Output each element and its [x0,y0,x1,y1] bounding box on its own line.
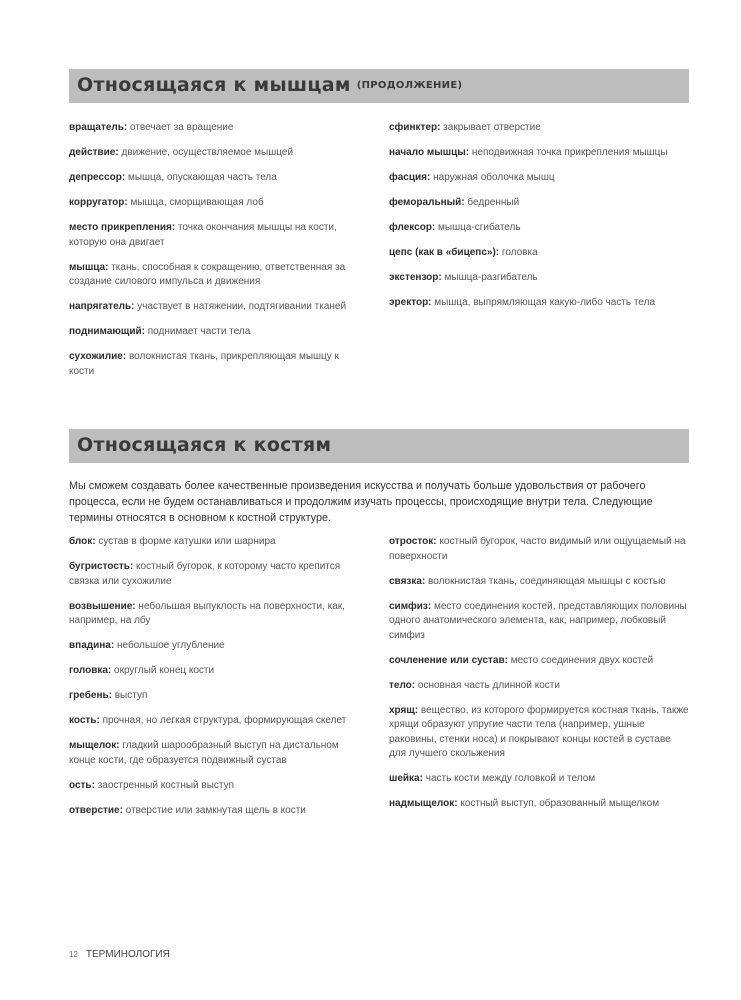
glossary-entry [69,804,364,819]
glossary-term: сухожилие: [69,351,127,362]
glossary-term: сфинктер: [389,122,441,133]
glossary-entry [389,797,689,812]
glossary-entry [389,196,689,211]
glossary-term: напрягатель: [69,301,135,312]
glossary-term: цепс (как в «бицепс»): [389,247,500,258]
glossary-entry [389,221,689,236]
glossary-definition: волокнистая ткань, прикрепляющая мышцу к кости [69,351,339,377]
glossary-definition: место соединения двух костей [507,654,654,666]
glossary-definition: отверстие или замкнутая щель в кости [122,804,306,816]
glossary-definition: сустав в форме катушки или шарнира [95,536,276,547]
glossary-definition: вещество, из которого формируется костная ткань, также хрящи образуют упругие части тела (например, ушные раковины, стенки носа) и покрывают концы костей в суставе для лучшего скольжения [389,704,689,759]
glossary-definition: мышца-разгибатель [441,272,538,283]
glossary-definition: мышца, выпрямляющая какую-либо часть тела [431,297,656,308]
glossary-term: отросток: [389,536,437,547]
glossary-term: блок: [69,536,96,547]
glossary-definition: наружная оболочка мышц [430,172,555,183]
glossary-entry [69,560,364,589]
glossary-term: начало мышцы: [389,147,470,158]
glossary-definition: головка [499,247,538,258]
glossary-entry [389,246,689,261]
page-number: 12 [69,950,78,959]
glossary-definition: небольшое углубление [114,640,225,651]
glossary-entry [389,654,689,669]
glossary-entry [389,704,689,762]
glossary-term: место прикрепления: [69,222,176,233]
glossary-term: возвышение: [69,600,136,612]
footer-label: ТЕРМИНОЛОГИЯ [85,949,170,960]
glossary-term: экстензор: [389,272,442,283]
glossary-definition: точка окончания мышцы на кости, которую она двигает [69,222,337,248]
glossary-entry [389,772,689,787]
section-title-text: Относящаяся к мышцам [77,74,351,96]
section-header-bones [69,429,689,463]
glossary-term: отверстие: [69,804,123,816]
glossary-term: хрящ: [389,704,419,716]
section-title-muscles [77,74,462,96]
glossary-entry [389,296,689,311]
glossary-definition: участвует в натяжении, подтягивании тканей [134,301,347,312]
glossary-entry [69,535,364,550]
glossary-entry [389,679,689,694]
glossary-entry [69,300,364,315]
glossary-definition: бедренный [464,197,520,208]
glossary-term: шейка: [389,773,423,784]
glossary-term: корругатор: [69,197,128,208]
bone-terms-left-column [69,535,364,829]
glossary-entry [69,146,364,161]
glossary-definition: поднимает части тела [144,326,251,337]
glossary-entry [69,664,364,679]
glossary-definition: часть кости между головкой и телом [422,773,596,784]
glossary-entry [69,689,364,704]
glossary-definition: основная часть длинной кости [415,679,560,691]
glossary-term: мышца: [69,261,109,273]
glossary-term: ость: [69,779,95,791]
glossary-definition: ткань, способная к сокращению, ответственная за создание силового импульса и движения [69,261,346,287]
glossary-entry [389,146,689,161]
glossary-definition: мышца-сгибатель [435,222,521,233]
glossary-term: головка: [69,665,112,676]
glossary-definition: мышца, опускающая часть тела [125,172,277,183]
glossary-term: фасция: [389,172,431,183]
glossary-entry [389,121,689,136]
glossary-term: действие: [69,147,119,158]
glossary-term: впадина: [69,640,115,651]
glossary-definition: костный бугорок, часто видимый или ощущаемый на поверхности [389,536,686,562]
section-subtitle: (ПРОДОЛЖЕНИЕ) [356,80,463,91]
glossary-entry [389,600,689,644]
glossary-entry [389,271,689,286]
bone-terms-right-column [389,535,689,822]
glossary-definition: костный выступ, образованный мыщелком [457,798,660,809]
glossary-entry [69,196,364,211]
glossary-term: эректор: [389,297,432,308]
glossary-definition: прочная, но легкая структура, формирующая скелет [99,715,347,726]
glossary-term: связка: [389,575,426,587]
glossary-entry [69,171,364,186]
glossary-entry [389,575,689,590]
glossary-definition: место соединения костей, представляющих половины одного анатомического элемента, как, например, лобковый симфиз [389,600,687,641]
glossary-term: вращатель: [69,122,128,133]
glossary-definition: гладкий шарообразный выступ на дистальном конце кости, где образуется подвижный сустав [69,740,339,766]
glossary-term: мыщелок: [69,740,120,751]
glossary-entry [69,639,364,654]
glossary-term: феморальный: [389,197,465,208]
glossary-definition: отвечает за вращение [127,122,234,133]
section-header-muscles [69,69,689,103]
glossary-term: сочленение или сустав: [389,654,508,666]
glossary-definition: неподвижная точка прикрепления мышцы [469,147,668,158]
glossary-term: тело: [389,679,416,691]
glossary-entry [69,739,364,768]
glossary-definition: мышца, сморщивающая лоб [127,197,264,208]
glossary-definition: округлый конец кости [111,665,215,676]
glossary-definition: движение, осуществляемое мышцей [118,147,294,158]
section-title-bones: Относящаяся к костям [77,434,332,456]
glossary-term: надмыщелок: [389,798,458,809]
glossary-term: депрессор: [69,172,126,183]
glossary-entry [389,171,689,186]
glossary-definition: небольшая выпуклость на поверхности, как, например, на лбу [69,600,345,626]
glossary-entry [69,600,364,629]
glossary-entry [389,535,689,564]
glossary-term: кость: [69,715,100,726]
glossary-term: симфиз: [389,600,432,612]
glossary-entry [69,325,364,340]
glossary-term: гребень: [69,690,112,701]
glossary-entry [69,261,364,290]
glossary-term: флексор: [389,222,436,233]
glossary-term: бугристость: [69,561,134,572]
page-footer [69,949,170,960]
glossary-entry [69,714,364,729]
glossary-entry [69,121,364,136]
glossary-entry [69,350,364,379]
glossary-term: поднимающий: [69,326,145,337]
muscle-terms-left-column [69,121,364,390]
glossary-definition: выступ [111,690,148,701]
glossary-definition: закрывает отверстие [440,122,541,133]
glossary-definition: волокнистая ткань, соединяющая мышцы с костью [425,575,666,587]
glossary-entry [69,221,364,250]
glossary-definition: заостренный костный выступ [94,779,235,791]
bones-intro-paragraph: Мы сможем создавать более качественные произведения искусства и получать больше удовольствия от рабочего процесса, если не будем останавливаться и продолжим изучать процессы, происходящие внутри тела. Следующие термины относятся в основном к костной структуре. [69,480,653,524]
muscle-terms-right-column [389,121,689,321]
glossary-entry [69,779,364,794]
glossary-definition: костный бугорок, к которому часто крепится связка или сухожилие [69,561,341,587]
